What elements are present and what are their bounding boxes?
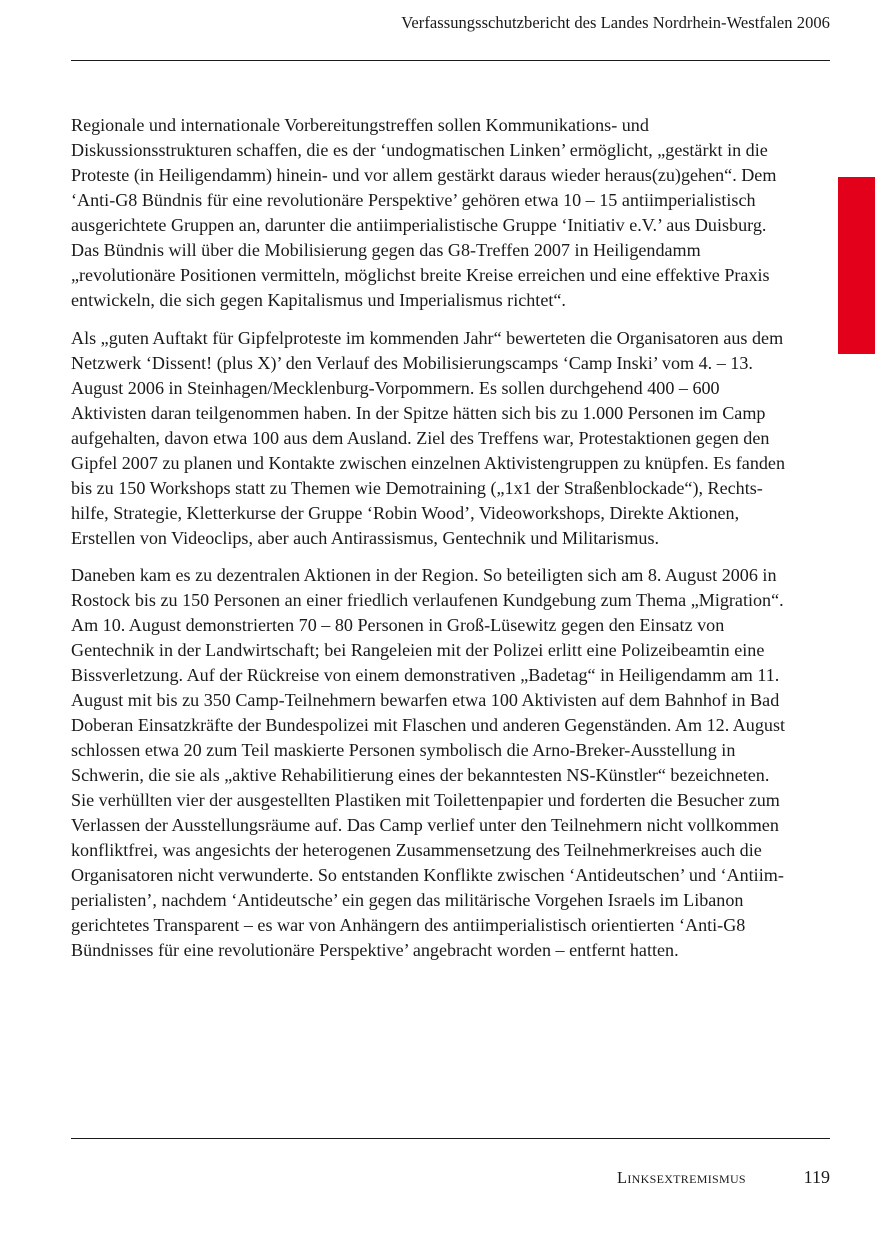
footer-divider xyxy=(71,1138,830,1139)
header-divider xyxy=(71,60,830,61)
footer-section-title: Linksextremismus xyxy=(617,1168,746,1187)
paragraph-1: Regionale und internationale Vorbereitungstreffen sollen Kommunikations- und Diskussionsstrukturen schaffen, die es der ‘undogmatischen Linken’ ermöglicht, „gestärkt in die Proteste (in Heiligendamm) hinein- und vor allem gestärkt daraus wieder heraus(zu)gehen“. Dem ‘Anti-G8 Bündnis für eine revolutionäre Perspektive’ gehören etwa 10 – 15 antiimperialistisch ausgerichtete Gruppen an, darunter die antiimperialistische Gruppe ‘Initiativ e.V.’ aus Duisburg. Das Bündnis will über die Mobilisierung gegen das G8-Treffen 2007 in Heiligendamm „revolutionäre Positionen vermitteln, möglichst breite Kreise erreichen und eine effektive Praxis entwickeln, die sich gegen Kapitalismus und Imperialismus richtet“. xyxy=(71,115,777,310)
paragraph-2: Als „guten Auftakt für Gipfelproteste im kommenden Jahr“ bewerteten die Organisatoren aus dem Netzwerk ‘Dissent! (plus X)’ den Verlauf des Mobilisierungscamps ‘Camp Inski’ vom 4. – 13. August 2006 in Steinhagen/Mecklenburg-Vorpommern. Es sollen durchgehend 400 – 600 Aktivisten daran teilgenommen haben. In der Spitze hätten sich bis zu 1.000 Personen im Camp aufgehalten, davon etwa 100 aus dem Ausland. Ziel des Treffens war, Protestaktionen gegen den Gipfel 2007 zu planen und Kontakte zwischen einzelnen Aktivistengruppen zu knüpfen. Es fanden bis zu 150 Workshops statt zu Themen wie Demotraining („1x1 der Straßenblockade“), Rechtshilfe, Strategie, Kletterkurse der Gruppe ‘Robin Wood’, Videoworkshops, Direkte Aktionen, Erstellen von Videoclips, aber auch Antirassismus, Gentechnik und Militarismus. xyxy=(71,327,785,548)
body-text xyxy=(71,113,785,976)
chapter-tab-marker xyxy=(838,177,875,354)
page-number: 119 xyxy=(803,1167,830,1187)
paragraph-3: Daneben kam es zu dezentralen Aktionen in der Region. So beteiligten sich am 8. August 2006 in Rostock bis zu 150 Personen an einer friedlich verlaufenen Kundgebung zum Thema „Migration“. Am 10. August demonstrierten 70 – 80 Personen in Groß-Lüsewitz gegen den Einsatz von Gentechnik in der Landwirtschaft; bei Rangeleien mit der Polizei erlitt eine Polizeibeamtin eine Bissverletzung. Auf der Rückreise von einem demonstrativen „Badetag“ in Heiligendamm am 11. August mit bis zu 350 Camp-Teilnehmern bewarfen etwa 100 Aktivisten auf dem Bahnhof in Bad Doberan Einsatzkräfte der Bundespolizei mit Flaschen und anderen Gegenständen. Am 12. August schlossen etwa 20 zum Teil maskierte Personen symbolisch die Arno-Breker-Ausstellung in Schwerin, die sie als „aktive Rehabilitierung eines der bekanntesten NS-Künstler“ bezeichneten. Sie verhüllten vier der ausgestellten Plastiken mit Toilettenpapier und forderten die Besucher zum Verlassen der Ausstellungsräume auf. Das Camp verlief unter den Teilnehmern nicht vollkommen konfliktfrei, was angesichts der heterogenen Zusammensetzung des Teilnehmerkreises auch die Organisatoren nicht verwunderte. So entstanden Konflikte zwischen ‘Antideutschen’ und ‘Antiimperialisten’, nachdem ‘Antideutsche’ ein gegen das militärische Vorgehen Israels im Libanon gerichtetes Transparent – es war von Anhängern des antiimperialistisch orientierten ‘Anti-G8 Bündnisses für eine revolutionäre Perspektive’ angebracht worden – entfernt hatten. xyxy=(71,565,786,960)
running-header-title: Verfassungsschutzbericht des Landes Nordrhein-Westfalen 2006 xyxy=(401,13,830,32)
